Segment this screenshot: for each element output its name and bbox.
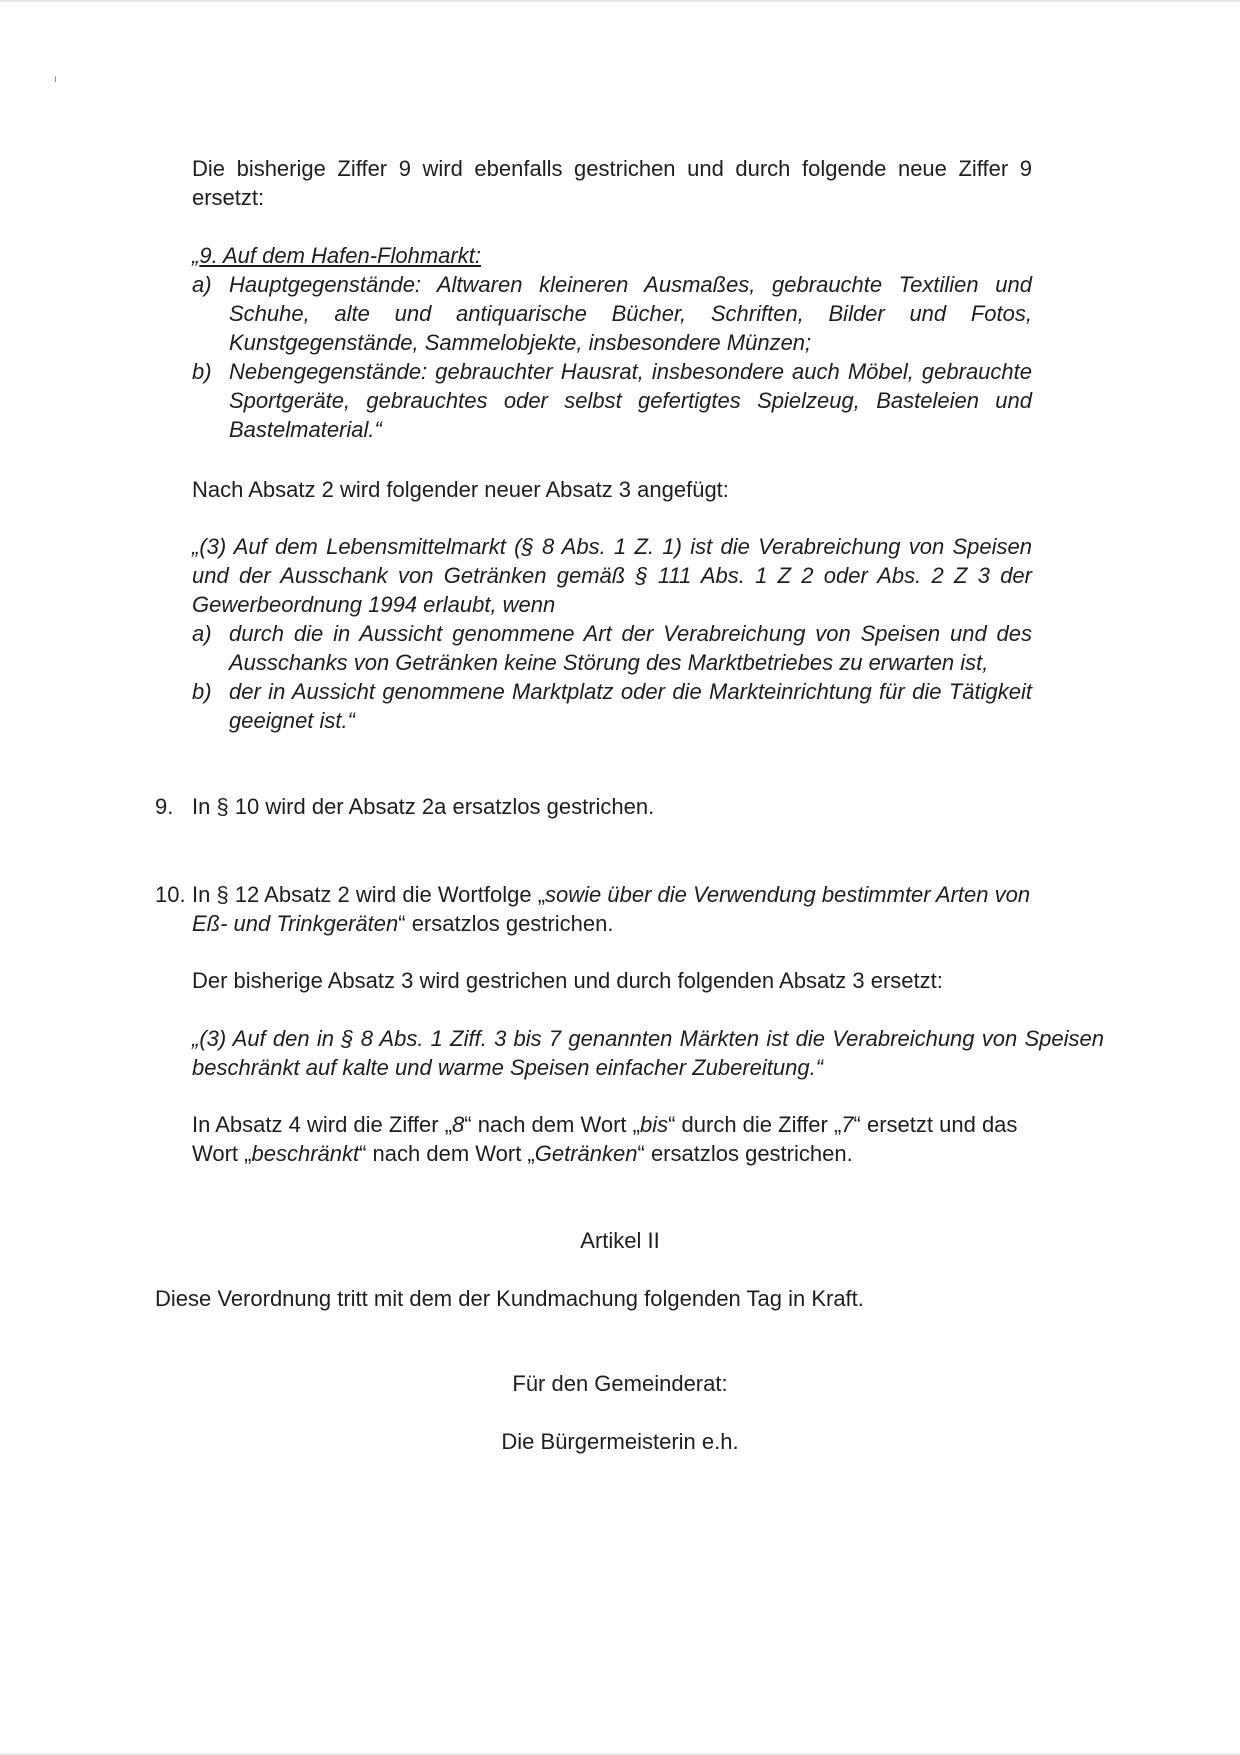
scan-top-edge	[0, 0, 1240, 2]
list-label-a: a)	[192, 621, 212, 646]
quote-flohmarkt-heading: „9. Auf dem Hafen-Flohmarkt:	[192, 243, 481, 268]
list-text-a: durch die in Aussicht genommene Art der Verabreichung von Speisen und des Ausschanks von Getränken keine Störung des Marktbetriebes zu erwarten ist,	[229, 621, 1032, 675]
list-text-b: der in Aussicht genommene Marktplatz oder die Markteinrichtung für die Tätigkeit geeignet ist.“	[229, 679, 1032, 733]
list-label-b: b)	[192, 359, 212, 384]
list-text-b: Nebengegenstände: gebrauchter Hausrat, insbesondere auch Möbel, gebrauchte Sportgeräte, gebrauchtes oder selbst gefertigtes Spielzeug, Basteleien und Bastelmaterial.“	[229, 359, 1032, 442]
artikel-heading: Artikel II	[580, 1228, 660, 1253]
list-item-b	[192, 357, 1032, 444]
list-item-b	[192, 677, 1032, 735]
list-item-a	[192, 619, 1032, 677]
list-label-a: a)	[192, 272, 212, 297]
item-number: 10.	[155, 882, 186, 907]
numbered-item-10	[155, 880, 1032, 940]
signature-for: Für den Gemeinderat:	[512, 1371, 728, 1396]
numbered-item-9	[155, 792, 1032, 821]
absatz3-intro: Nach Absatz 2 wird folgender neuer Absatz 3 angefügt:	[192, 477, 729, 502]
list-text-a: Hauptgegenstände: Altwaren kleineren Ausmaßes, gebrauchte Textilien und Schuhe, alte und antiquarische Bücher, Schriften, Bilder und Fotos, Kunstgegenstände, Sammelobjekte, insbesondere Münzen;	[229, 272, 1032, 355]
inkraft-paragraph: Diese Verordnung tritt mit dem der Kundmachung folgenden Tag in Kraft.	[155, 1286, 864, 1311]
signature-name: Die Bürgermeisterin e.h.	[501, 1429, 739, 1454]
quote-lebensmittelmarkt-intro: „(3) Auf dem Lebensmittelmarkt (§ 8 Abs. 1 Z. 1) ist die Verabreichung von Speisen und der Ausschank von Getränken gemäß § 111 Abs. 1 Z 2 oder Abs. 2 Z 3 der Gewerbeordnung 1994 erlaubt, wenn	[192, 534, 1032, 617]
absatz3-replace: Der bisherige Absatz 3 wird gestrichen und durch folgenden Absatz 3 ersetzt:	[192, 968, 943, 993]
quote-maerkte: „(3) Auf den in § 8 Abs. 1 Ziff. 3 bis 7 genannten Märkten ist die Verabreichung von Speisen beschränkt auf kalte und warme Speisen einfacher Zubereitung.“	[192, 1026, 1104, 1080]
list-item-a	[192, 270, 1032, 357]
item-number: 9.	[155, 794, 174, 819]
quote-flohmarkt	[192, 241, 1032, 444]
quoted-wording: sowie über die Verwendung bestimmter Arten von Eß- und Trinkgeräten	[192, 882, 1031, 936]
list-label-b: b)	[192, 679, 212, 704]
quote-lebensmittelmarkt	[192, 532, 1032, 735]
absatz4-paragraph: In Absatz 4 wird die Ziffer „8“ nach dem Wort „bis“ durch die Ziffer „7“ ersetzt und das Wort „beschränkt“ nach dem Wort „Getränken“ ersatzlos gestrichen.	[192, 1112, 1018, 1166]
scan-margin-mark: ı	[54, 74, 57, 85]
intro-paragraph: Die bisherige Ziffer 9 wird ebenfalls gestrichen und durch folgende neue Ziffer 9 ersetzt:	[192, 156, 1032, 210]
item-text: In § 12 Absatz 2 wird die Wortfolge „sowie über die Verwendung bestimmter Arten von Eß- und Trinkgeräten“ ersatzlos gestrichen.	[192, 882, 1031, 936]
item-text: In § 10 wird der Absatz 2a ersatzlos gestrichen.	[192, 794, 655, 819]
